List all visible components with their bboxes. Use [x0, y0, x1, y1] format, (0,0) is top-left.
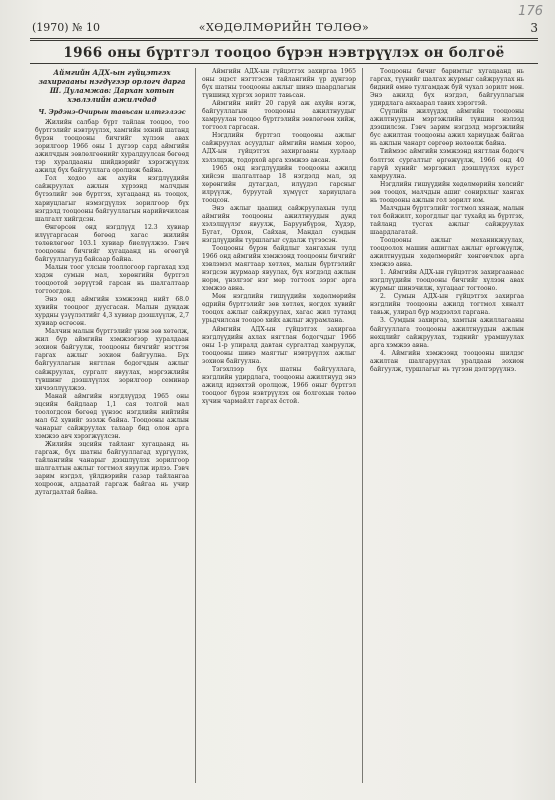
paragraph: Жилийн эцсийн тайланг хугацаанд нь гаргаж, бүх шатны байгууллагад хүргүүлэх, тайлангийн чанарыг дээшлүүлэх зорилгоор шалгалтын ажлыг тогтмол явуулж ирлээ. Гэвч зарим нэгдэл, үйлдвэрийн газар тайлангаа хоцроож, алдаатай гаргаж байгаа нь учир дутагдалтай байна. — [35, 440, 189, 497]
headline-rule — [30, 63, 538, 64]
paragraph: Тооцооны бүрэн байдлыг хангахын тулд 1966 онд аймгийн хэмжээнд тооцооны бичгийг хэвлэмэл маягтаар хөтлөх, малын бүртгэлийг нэгдсэн журмаар явуулах, бүх нэгдэлд ажлын норм, үнэлгээг нэг мөр тогтоох зэрэг арга хэмжээ авна. — [202, 245, 356, 293]
paragraph: Тиймээс аймгийн хэмжээнд нягтлан бодогч бэлтгэх сургалтыг өргөжүүлж, 1966 онд 40 гаруй хүнийг мэргэжил дээшлүүлэх курст хамруулна. — [370, 148, 524, 180]
paragraph: Манай аймгийн нэгдлүүдэд 1965 оны эцсийн байдлаар 1,1 сая толгой мал тоологдсон бөгөөд үүнээс нэгдлийн нийтийн мал 62 хувийг эзэлж байна. Тооцооны ажлын чанарыг сайжруулах талаар бид олон арга хэмжээ авч хэрэгжүүлсэн. — [35, 392, 189, 440]
paragraph: Энэ ажлыг цаашид сайжруулахын тулд аймгийн тооцооны ажилтнуудын дунд хэлэлцүүлэг явуулж, Баруунбүрэн, Хүдэр, Бугат, Орхон, Сайхан, Мандал сумдын нэгдлүүдийн туршлагыг судалж түгээсэн. — [202, 204, 356, 244]
article-column-2 — [202, 68, 356, 786]
article-dek: Аймгийн АДХ-ын гүйцэтгэх захиргааны нэгдүгээр орлогч дарга Ш. Дуламжав: Дархан хотын хэвлэлийн ажилчдад — [38, 68, 186, 104]
paragraph: Малчдын бүртгэлийг тогтмол хянаж, малын төл бойжилт, хорогдлыг цаг тухайд нь бүртгэх, тайланд тусгах ажлыг сайжруулах шаардлагатай. — [370, 204, 524, 236]
paragraph: Тооцооны ажлыг механикжуулах, тооцоолох машин ашиглах ажлыг өргөжүүлж, ажилтнуудын хөдөлмөрийг хөнгөвчлөх арга хэмжээ авна. — [370, 236, 524, 269]
paragraph: 3. Сумдын захиргаа, хамтын ажиллагааны байгууллага тооцооны ажилтнуудын ажлын нөхцлийг сайжруулах, тэднийг урамшуулах арга хэмжээ авна. — [370, 317, 524, 349]
masthead-rule — [30, 38, 538, 39]
issue-label: (1970) № 10 — [32, 21, 100, 34]
article-column-1 — [35, 68, 189, 786]
article-byline: Ч. Эрдэнэ-Очирын тавьсан илтгэлээс — [38, 108, 186, 116]
page-number: 3 — [530, 21, 538, 35]
paragraph: 4. Аймгийн хэмжээнд тооцооны шилдэг ажилтан шалгаруулах уралдаан зохион байгуулж, туршлагыг нь түгээн дэлгэрүүлнэ. — [370, 349, 524, 373]
paragraph: Тооцооны бичиг баримтыг хугацаанд нь гаргах, түүнийг шалгах журмыг сайжруулах нь бидний өмнө тулгамдаж буй чухал зорилт мөн. Энэ ажилд бүх нэгдэл, байгууллагын удирдлага анхаарал тавих хэрэгтэй. — [370, 68, 524, 108]
article-column-3 — [370, 68, 524, 786]
paragraph: Өнгөрсөн онд нэгдлүүд 12.3 хувиар илүүгаргасан бөгөөд хагас жилийн төлөвлөгөөг 103.1 хувиар биелүүлжээ. Гэвч тооцооны бичгийг хугацаанд нь өгөөгүй байгууллагууд байсаар байна. — [35, 223, 189, 263]
paragraph: Сүүлийн жилүүдэд аймгийн тооцооны ажилтнуудын мэргэжлийн түвшин нэлээд дээшилсэн. Гэвч зарим нэгдэлд мэргэжлийн бус ажилтан тооцооны ажил хариуцаж байгаа нь ажлын чанарт сөргөөр нөлөөлж байна. — [370, 108, 524, 148]
paragraph: Тэгэхлээр бүх шатны байгууллага, нэгдлийн удирдлага, тооцооны ажилтнууд энэ ажилд идэвхтэй оролцож, 1966 оныг бүртгэл тооцоог бүрэн нэвтрүүлэх он болгохын төлөө хүчин чармайлт гаргах ёстой. — [202, 365, 356, 405]
paragraph: Аймгийн нийт 20 гаруй аж ахуйн нэгж, байгууллагын тооцооны ажилтнуудыг хамруулан тооцоо бүртгэлийн зөвлөгөөн хийж, тогтоол гаргасан. — [202, 100, 356, 132]
masthead — [30, 18, 538, 38]
paragraph: 1965 онд нэгдлүүдийн тооцооны ажилд хийсэн шалгалтаар 18 нэгдэлд мал, эд хөрөнгийн дутагдал, илүүдэл гарсныг илрүүлж, буруутай хүмүүст хариуцлага тооцсон. — [202, 164, 356, 204]
paragraph: Аймгийн АДХ-ын гүйцэтгэх захиргаа нэгдлүүдийн ахлах нягтлан бодогчдыг 1966 оны 1-р улиралд давтан сургалтад хамруулж, тооцооны шинэ маягтыг нэвтрүүлэх ажлыг зохион байгуулна. — [202, 325, 356, 365]
paragraph: Аймгийн АДХ-ын гүйцэтгэх захиргаа 1965 оны эцэст нэгтгэсэн тайлангийн үр дүнгээр бүх шатны тооцооны ажлыг шинэ шаардлагын түвшинд хүргэх зорилт тавьсан. — [202, 68, 356, 100]
paragraph: Нэгдлийн гишүүдийн хөдөлмөрийн хөлсийг зөв тооцох, малчдын ашиг сонирхлыг хангах нь тооцооны ажлын гол зорилт юм. — [370, 180, 524, 204]
paragraph: Энэ онд аймгийн хэмжээнд нийт 68.0 хувийн тооцоог дуусгасан. Малын дундаж хурдны үзүүлэлтийг 4,3 хувиар дээшлүүлж, 2,7 хувиар өсгөсөн. — [35, 296, 189, 328]
masthead-rule — [30, 40, 538, 41]
paragraph: Нэгдлийн бүртгэл тооцооны ажлыг сайжруулах асуудлыг аймгийн намын хороо, АДХ-ын гүйцэтгэх захиргааны хурлаар хэлэлцэж, тодорхой арга хэмжээ авсан. — [202, 132, 356, 164]
paragraph: Жилийн салбар бүрт тайлан тооцоо, тоо бүртгэлийг нэвтрүүлэх, хамгийн эхний шатанд бүрэн тооцооны бичгийг хүлээн авах зорилгоор 1966 оны 1 дүгээр сард аймгийн ажилчдын зөвлөлгөөнийг хуралдуулсан бөгөөд тэр хуралдааны шийдвэрийг хэрэгжүүлэх ажилд бүх байгууллага оролцож байна. — [35, 119, 189, 175]
paragraph: 1. Аймгийн АДХ-ын гүйцэтгэх захиргаанаас нэгдлүүдийн тооцооны бичгийг хүлээн авах журмыг шинэчилж, хугацааг тогтооно. — [370, 269, 524, 293]
paragraph: Гол ходоо аж ахуйн нэгдлүүдийн сайжруулах ажлын хүрээнд малчдын бүтээлийг зөв бүртгэх, хугацаанд нь тооцох, хариуцлагыг нэмэгдүүлэх зорилгоор бүх нэгдэлд тооцооны байгууллагын нарийвчилсан шалгалт хийгдсэн. — [35, 175, 189, 223]
handwritten-page-number: 176 — [518, 4, 543, 19]
paragraph: Малын тоог улсын тооллогоор гаргахад хэд хэдэн сумын мал, хөрөнгийн бүртгэл тооцоотой зөрүүтэй гарсан нь шалгалтаар тогтоогдов. — [35, 263, 189, 296]
paragraph: Мөн нэгдлийн гишүүдийн хөдөлмөрийн өдрийн бүртгэлийг зөв хөтлөх, ногдох хувийг тооцох ажлыг сайжруулах, хагас жил тутамд урьдчилсан тооцоо хийх ажлыг журамлана. — [202, 293, 356, 325]
column-divider — [362, 68, 363, 783]
paragraph: 2. Сумын АДХ-ын гүйцэтгэх захиргаа нэгдлийн тооцооны ажилд тогтмол хяналт тавьж, улирал бүр мэдээлэл гаргана. — [370, 293, 524, 317]
article-headline: 1966 оны бүртгэл тооцоо бүрэн нэвтрүүлэх он болгоё — [63, 45, 505, 61]
paragraph: Малчин малын бүртгэлийг үнэн зөв хөтөлж, жил бүр аймгийн хэмжээгээр хуралдаан зохион байгуулж, тооцооны бичгийг нэгтгэн гаргах ажлыг зохион байгуулна. Бүх байгууллагын нягтлан бодогчдын ажлыг сайжруулах, сургалт явуулах, мэргэжлийн түвшинг дээшлүүлэх зорилгоор семинар хичээллүүлжээ. — [35, 328, 189, 392]
journal-title: «ХӨДӨЛМӨРИЙН ТӨЛӨӨ» — [198, 21, 370, 34]
column-divider — [195, 68, 196, 783]
